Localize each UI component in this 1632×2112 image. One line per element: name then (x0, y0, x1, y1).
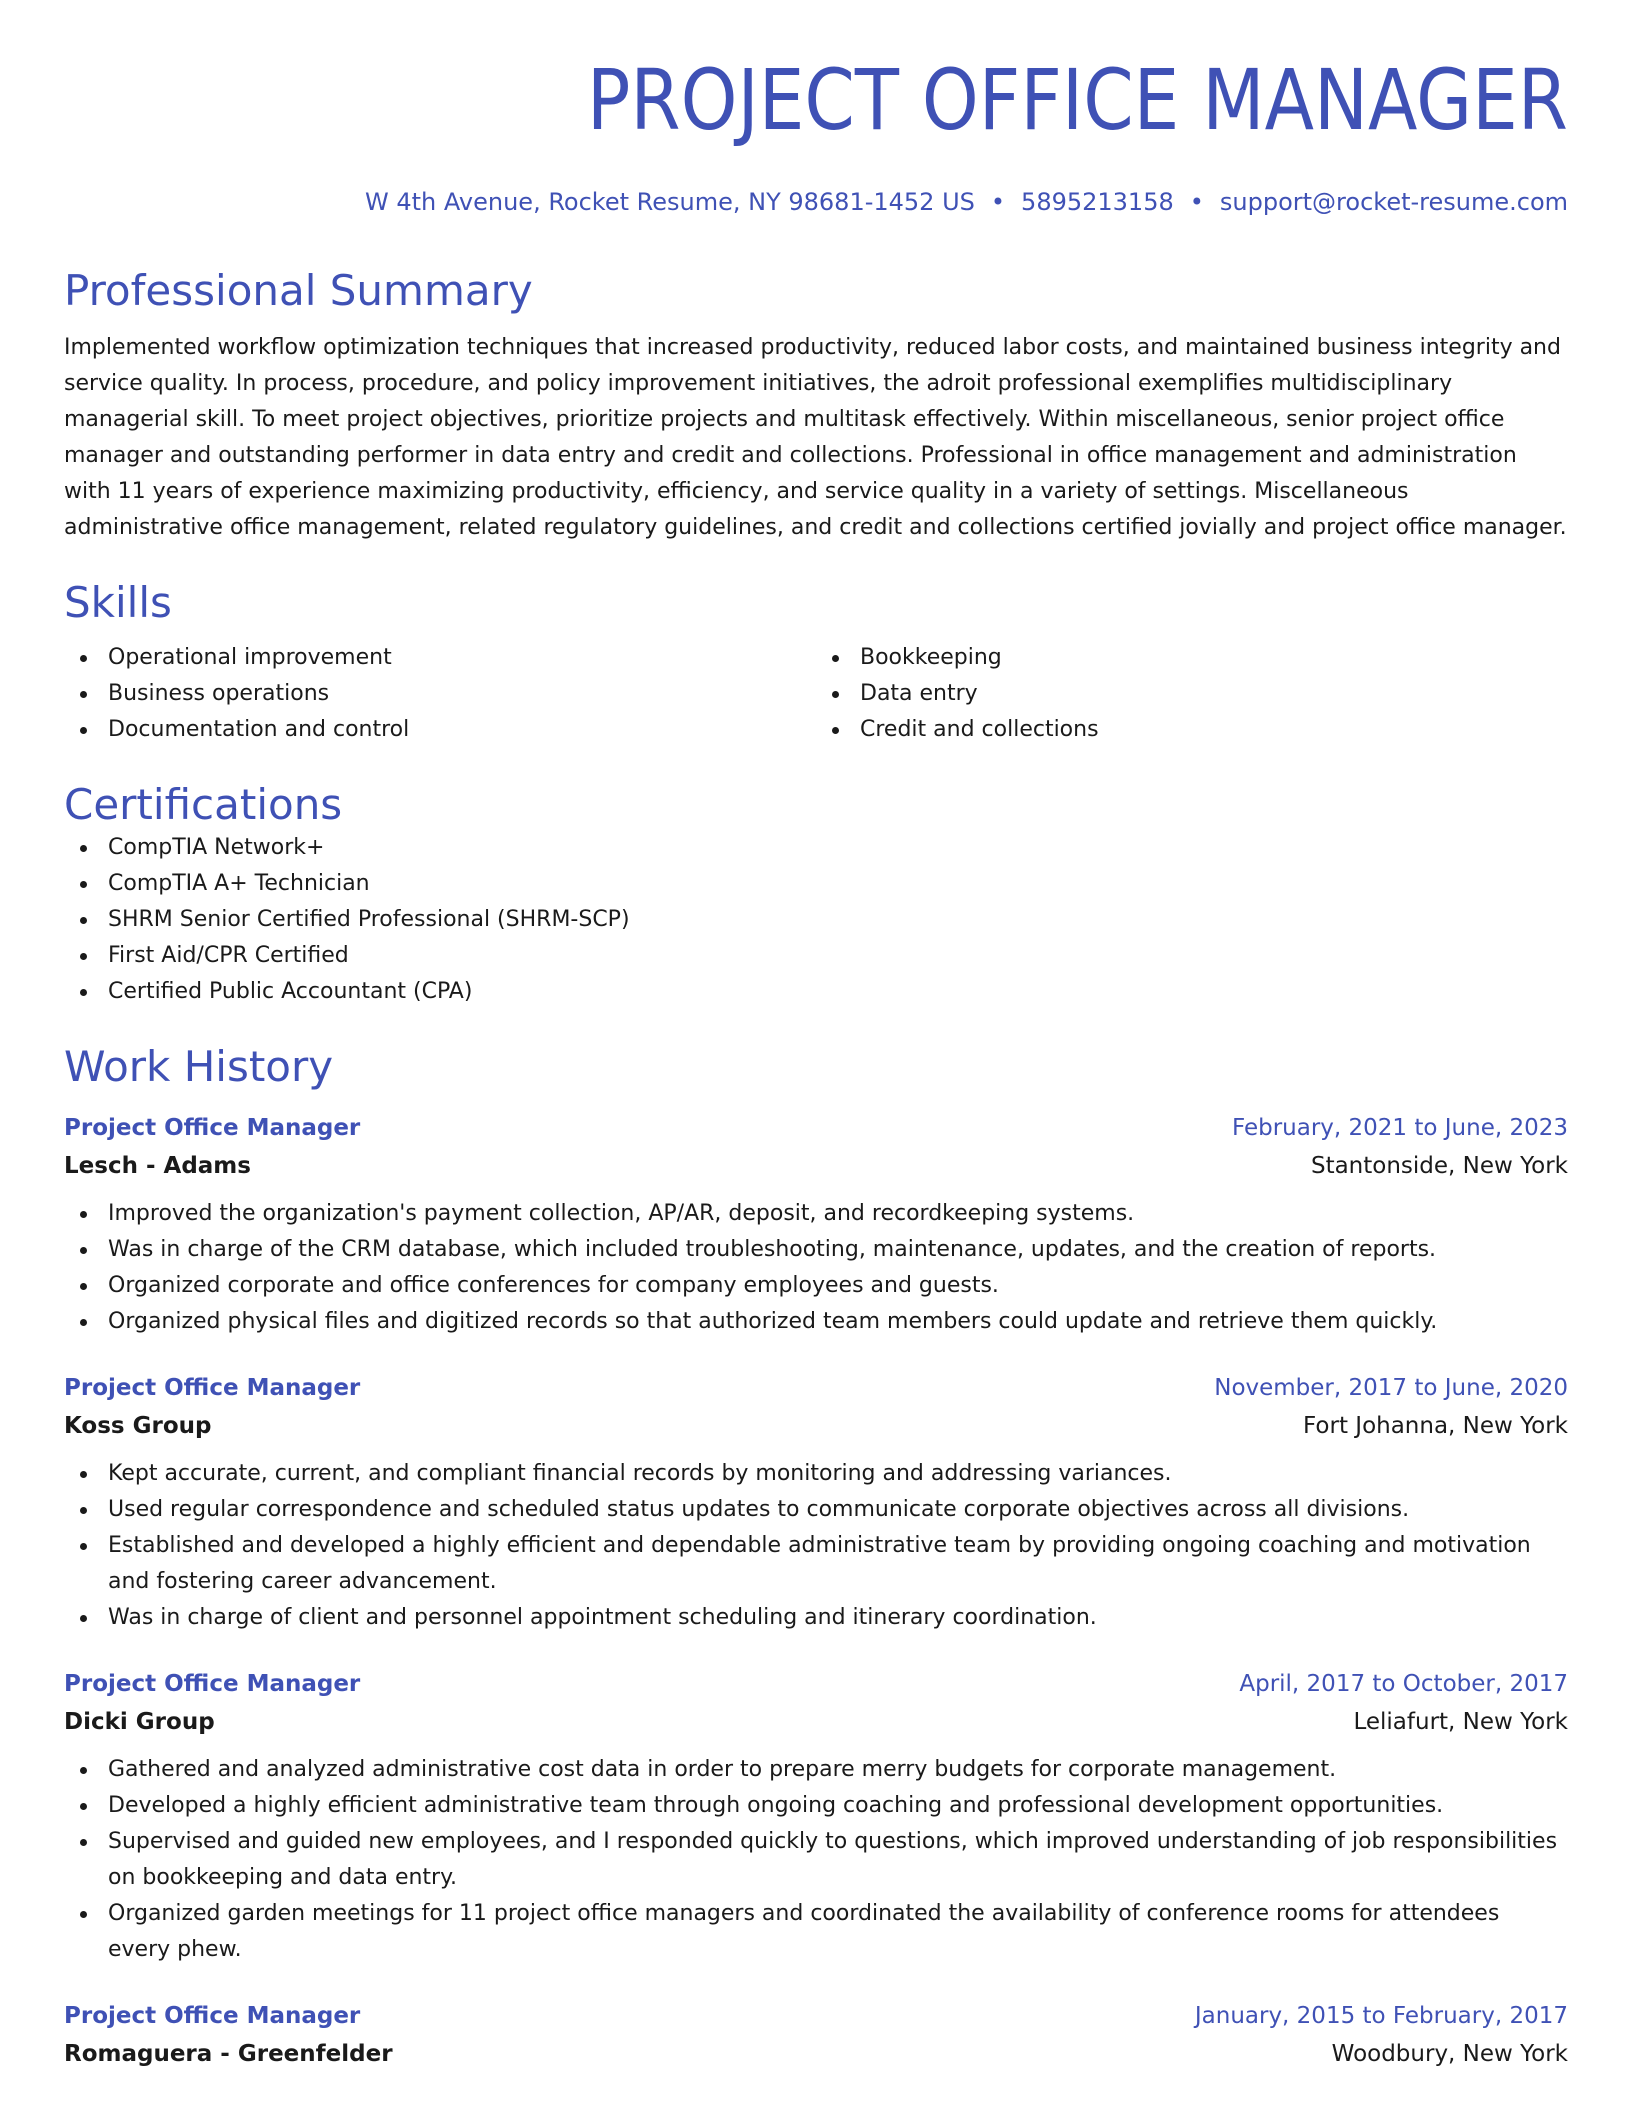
job-bullet: Gathered and analyzed administrative cost data in order to prepare merry budgets for corporate management. (64, 1752, 1568, 1788)
job-bullets (64, 1196, 1568, 1340)
job-company: Koss Group (64, 1413, 212, 1439)
skill-item: Operational improvement (64, 640, 816, 676)
job-company-row (64, 1146, 1568, 1186)
skills-column-left (64, 640, 816, 748)
certification-item: CompTIA A+ Technician (64, 866, 1568, 902)
job-dates: November, 2017 to June, 2020 (1214, 1375, 1568, 1401)
job-bullet: Supervised and guided new employees, and I responded quickly to questions, which improved understanding of job responsibilities on bookkeeping and data entry. (64, 1824, 1568, 1896)
job-title: Project Office Manager (64, 1671, 361, 1697)
job-entry (64, 1370, 1568, 1636)
job-company-row (64, 1702, 1568, 1742)
contact-address: W 4th Avenue, Rocket Resume, NY 98681-1452 US (365, 188, 975, 216)
contact-phone: 5895213158 (1021, 188, 1174, 216)
skills-heading: Skills (64, 578, 172, 627)
job-bullet: Kept accurate, current, and compliant financial records by monitoring and addressing variances. (64, 1456, 1568, 1492)
skill-item: Credit and collections (816, 712, 1568, 748)
contact-line (64, 186, 1568, 218)
job-bullets (64, 1752, 1568, 1968)
skill-item: Data entry (816, 676, 1568, 712)
skills-list-right (816, 640, 1568, 748)
job-entry (64, 1666, 1568, 1968)
skill-item: Bookkeeping (816, 640, 1568, 676)
skills-column-right (816, 640, 1568, 748)
certifications-section (64, 780, 1568, 1010)
job-location: Woodbury, New York (1331, 2041, 1568, 2067)
job-bullet: Was in charge of client and personnel appointment scheduling and itinerary coordination. (64, 1600, 1568, 1636)
certification-item: First Aid/CPR Certified (64, 938, 1568, 974)
summary-heading: Professional Summary (64, 266, 533, 315)
certifications-heading: Certifications (64, 780, 343, 829)
skills-grid (64, 640, 1568, 748)
resume-header (64, 50, 1568, 218)
certification-item: Certified Public Accountant (CPA) (64, 974, 1568, 1010)
job-company: Dicki Group (64, 1709, 215, 1735)
job-dates: April, 2017 to October, 2017 (1239, 1671, 1568, 1697)
job-location: Leliafurt, New York (1353, 1709, 1568, 1735)
job-company: Lesch - Adams (64, 1153, 251, 1179)
certification-item: SHRM Senior Certified Professional (SHRM-SCP) (64, 902, 1568, 938)
skill-item: Documentation and control (64, 712, 816, 748)
contact-separator: • (990, 188, 1006, 216)
job-location: Stantonside, New York (1310, 1153, 1568, 1179)
contact-email[interactable]: support@rocket-resume.com (1219, 188, 1568, 216)
job-bullet: Used regular correspondence and scheduled status updates to communicate corporate objectives across all divisions. (64, 1492, 1568, 1528)
job-company-row (64, 1406, 1568, 1446)
job-location: Fort Johanna, New York (1303, 1413, 1568, 1439)
job-bullet: Was in charge of the CRM database, which included troubleshooting, maintenance, updates, and the creation of reports. (64, 1232, 1568, 1268)
certifications-list (64, 830, 1568, 1010)
summary-paragraph: Implemented workflow optimization techniques that increased productivity, reduced labor costs, and maintained business integrity and service quality. In process, procedure, and policy improvement initiatives, the adroit professional exemplifies multidisciplinary managerial skill. To meet project objectives, prioritize projects and multitask effectively. Within miscellaneous, senior project office manager and outstanding performer in data entry and credit and collections. Professional in office management and administration with 11 years of experience maximizing productivity, efficiency, and service quality in a variety of settings. Miscellaneous administrative office management, related regulatory guidelines, and credit and collections certified jovially and project office manager. (64, 335, 1567, 540)
job-bullet: Organized corporate and office conferences for company employees and guests. (64, 1268, 1568, 1304)
skills-section (64, 578, 1568, 748)
job-title: Project Office Manager (64, 1115, 361, 1141)
contact-separator: • (1189, 188, 1204, 216)
job-company: Romaguera - Greenfelder (64, 2041, 393, 2067)
candidate-name: PROJECT OFFICE MANAGER (586, 51, 1568, 149)
job-bullet: Organized physical files and digitized records so that authorized team members could update and retrieve them quickly. (64, 1304, 1568, 1340)
work-history-section (64, 1042, 1568, 2074)
job-dates: February, 2021 to June, 2023 (1231, 1115, 1568, 1141)
job-title-row (64, 1370, 1568, 1406)
job-bullet: Developed a highly efficient administrative team through ongoing coaching and professional development opportunities. (64, 1788, 1568, 1824)
job-bullet: Organized garden meetings for 11 project office managers and coordinated the availability of conference rooms for attendees every phew. (64, 1896, 1568, 1968)
job-bullet: Established and developed a highly efficient and dependable administrative team by providing ongoing coaching and motivation and fostering career advancement. (64, 1528, 1568, 1600)
job-bullets (64, 1456, 1568, 1636)
job-title: Project Office Manager (64, 1375, 361, 1401)
job-company-row (64, 2034, 1568, 2074)
skills-list-left (64, 640, 816, 748)
job-dates: January, 2015 to February, 2017 (1194, 2003, 1568, 2029)
certification-item: CompTIA Network+ (64, 830, 1568, 866)
skill-item: Business operations (64, 676, 816, 712)
job-bullet: Improved the organization's payment collection, AP/AR, deposit, and recordkeeping systems. (64, 1196, 1568, 1232)
job-entry (64, 1998, 1568, 2074)
summary-section (64, 266, 1568, 546)
work-history-heading: Work History (64, 1042, 334, 1091)
job-entry (64, 1110, 1568, 1340)
job-title: Project Office Manager (64, 2003, 361, 2029)
job-title-row (64, 1998, 1568, 2034)
job-title-row (64, 1666, 1568, 1702)
job-title-row (64, 1110, 1568, 1146)
